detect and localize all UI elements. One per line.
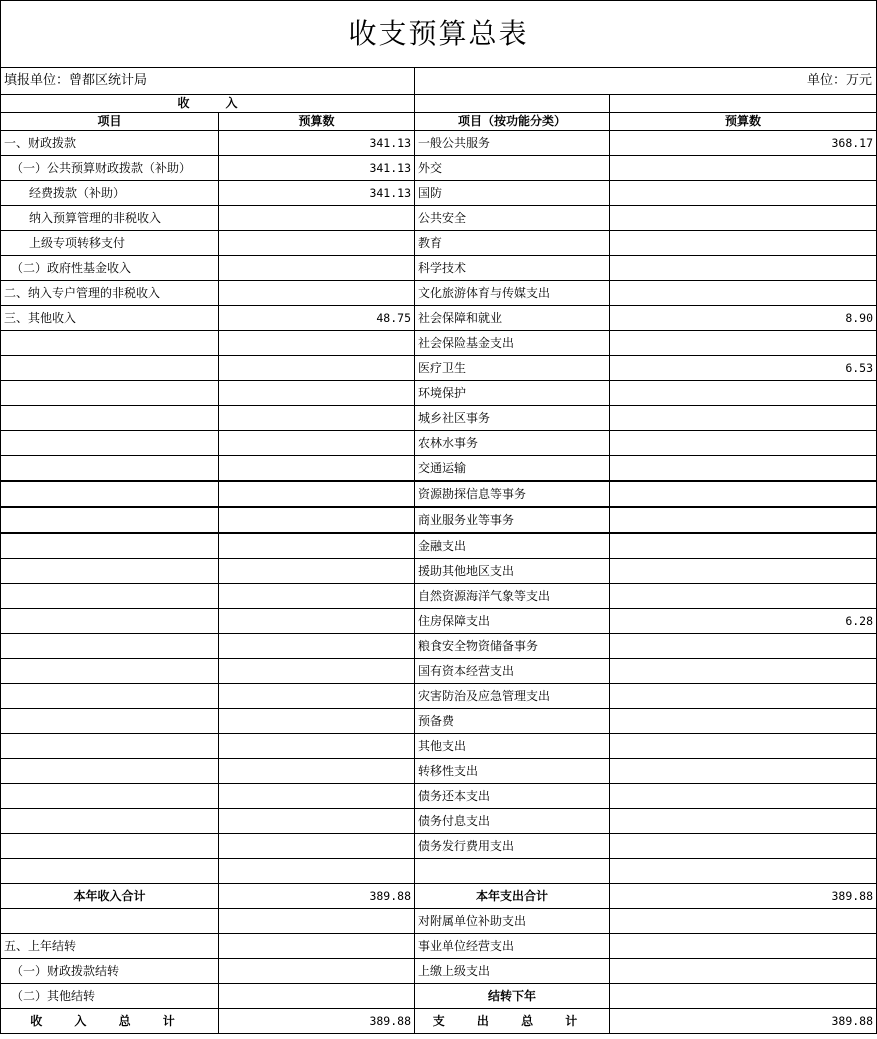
table-row (1, 859, 877, 884)
income-budget-value: 48.75 (219, 306, 415, 331)
table-row (1, 959, 877, 984)
expense-budget-value (610, 533, 877, 559)
expense-budget-value (610, 684, 877, 709)
grand-total-row (1, 1009, 877, 1034)
expense-budget-value (610, 784, 877, 809)
income-budget-value (219, 609, 415, 634)
expense-item (415, 859, 610, 884)
table-row (1, 984, 877, 1009)
expense-item: 结转下年 (415, 984, 610, 1009)
income-budget-value (219, 481, 415, 507)
year-total-row (1, 884, 877, 909)
table-row (1, 381, 877, 406)
income-budget-value (219, 959, 415, 984)
income-item (1, 381, 219, 406)
income-item (1, 609, 219, 634)
expense-budget-value (610, 431, 877, 456)
expense-item: 住房保障支出 (415, 609, 610, 634)
income-item (1, 533, 219, 559)
income-item: 上级专项转移支付 (1, 231, 219, 256)
income-budget-value (219, 934, 415, 959)
income-budget-value (219, 206, 415, 231)
col-header-expense-item: 项目（按功能分类） (415, 113, 610, 131)
expense-item: 农林水事务 (415, 431, 610, 456)
expense-item: 医疗卫生 (415, 356, 610, 381)
table-row (1, 131, 877, 156)
table-row (1, 306, 877, 331)
expense-item: 灾害防治及应急管理支出 (415, 684, 610, 709)
grand-expense-total-label: 支 出 总 计 (415, 1009, 610, 1034)
income-item: （一）财政拨款结转 (1, 959, 219, 984)
income-item: 三、其他收入 (1, 306, 219, 331)
expense-budget-value (610, 934, 877, 959)
income-item: （二）其他结转 (1, 984, 219, 1009)
expense-budget-value (610, 331, 877, 356)
income-item (1, 634, 219, 659)
col-header-income-budget: 预算数 (219, 113, 415, 131)
income-item (1, 734, 219, 759)
expense-budget-value (610, 507, 877, 533)
income-budget-value (219, 709, 415, 734)
expense-item: 预备费 (415, 709, 610, 734)
expense-budget-value (610, 634, 877, 659)
expense-item: 债务发行费用支出 (415, 834, 610, 859)
income-item (1, 481, 219, 507)
year-expense-total-label: 本年支出合计 (415, 884, 610, 909)
reporting-unit: 填报单位：曾都区统计局 (1, 68, 415, 95)
income-budget-value (219, 909, 415, 934)
expense-budget-value: 8.90 (610, 306, 877, 331)
income-budget-value (219, 256, 415, 281)
expense-item: 粮食安全物资储备事务 (415, 634, 610, 659)
table-row (1, 356, 877, 381)
income-item (1, 909, 219, 934)
table-row (1, 634, 877, 659)
expense-item: 科学技术 (415, 256, 610, 281)
income-budget-value (219, 559, 415, 584)
income-item (1, 709, 219, 734)
expense-item: 援助其他地区支出 (415, 559, 610, 584)
grand-expense-total-value: 389.88 (610, 1009, 877, 1034)
table-row (1, 281, 877, 306)
income-budget-value (219, 533, 415, 559)
table-row (1, 181, 877, 206)
page-title: 收支预算总表 (1, 1, 877, 68)
income-budget-value (219, 331, 415, 356)
income-section-header: 收 入 (1, 95, 415, 113)
column-header-row (1, 113, 877, 131)
year-income-total-label: 本年收入合计 (1, 884, 219, 909)
income-item (1, 859, 219, 884)
expense-budget-value (610, 456, 877, 482)
table-row (1, 406, 877, 431)
table-row (1, 231, 877, 256)
table-row (1, 909, 877, 934)
income-budget-value (219, 759, 415, 784)
expense-budget-value (610, 559, 877, 584)
currency-unit: 单位：万元 (415, 68, 877, 95)
income-item: 五、上年结转 (1, 934, 219, 959)
income-item (1, 684, 219, 709)
table-row (1, 609, 877, 634)
expense-budget-value: 368.17 (610, 131, 877, 156)
expense-budget-value (610, 281, 877, 306)
table-row (1, 809, 877, 834)
expense-item: 文化旅游体育与传媒支出 (415, 281, 610, 306)
table-row (1, 331, 877, 356)
col-header-expense-budget: 预算数 (610, 113, 877, 131)
income-budget-value (219, 406, 415, 431)
year-expense-total-value: 389.88 (610, 884, 877, 909)
meta-row (1, 68, 877, 95)
expense-budget-value (610, 984, 877, 1009)
income-budget-value (219, 356, 415, 381)
income-budget-value (219, 634, 415, 659)
expense-item: 其他支出 (415, 734, 610, 759)
expense-budget-value (610, 859, 877, 884)
expense-item: 外交 (415, 156, 610, 181)
expense-budget-value (610, 206, 877, 231)
income-budget-value (219, 684, 415, 709)
table-row (1, 759, 877, 784)
section-header-row (1, 95, 877, 113)
expense-item: 自然资源海洋气象等支出 (415, 584, 610, 609)
income-item (1, 809, 219, 834)
table-row (1, 559, 877, 584)
expense-budget-value (610, 481, 877, 507)
income-item: （一）公共预算财政拨款（补助） (1, 156, 219, 181)
income-item (1, 834, 219, 859)
expense-item: 对附属单位补助支出 (415, 909, 610, 934)
income-item (1, 456, 219, 482)
table-row (1, 507, 877, 533)
expense-item: 社会保险基金支出 (415, 331, 610, 356)
income-item (1, 759, 219, 784)
table-row (1, 156, 877, 181)
income-item: 一、财政拨款 (1, 131, 219, 156)
income-item: 经费拨款（补助） (1, 181, 219, 206)
table-row (1, 734, 877, 759)
income-budget-value (219, 809, 415, 834)
income-budget-value (219, 784, 415, 809)
expense-budget-value (610, 959, 877, 984)
income-item (1, 584, 219, 609)
table-row (1, 533, 877, 559)
income-budget-value (219, 834, 415, 859)
expense-item: 国防 (415, 181, 610, 206)
income-budget-value: 341.13 (219, 156, 415, 181)
income-budget-value (219, 659, 415, 684)
expense-item: 城乡社区事务 (415, 406, 610, 431)
expense-budget-value (610, 231, 877, 256)
table-row (1, 684, 877, 709)
expense-budget-value (610, 181, 877, 206)
expense-item: 交通运输 (415, 456, 610, 482)
expense-budget-value: 6.28 (610, 609, 877, 634)
expense-item: 转移性支出 (415, 759, 610, 784)
expense-budget-value (610, 709, 877, 734)
expense-item: 商业服务业等事务 (415, 507, 610, 533)
expense-item: 债务还本支出 (415, 784, 610, 809)
income-item (1, 559, 219, 584)
expense-item: 国有资本经营支出 (415, 659, 610, 684)
table-row (1, 481, 877, 507)
income-budget-value (219, 859, 415, 884)
income-item (1, 356, 219, 381)
income-budget-value: 341.13 (219, 181, 415, 206)
expense-item: 公共安全 (415, 206, 610, 231)
table-row (1, 206, 877, 231)
table-row (1, 934, 877, 959)
expense-budget-value (610, 734, 877, 759)
expense-item: 教育 (415, 231, 610, 256)
income-budget-value (219, 381, 415, 406)
expense-item: 一般公共服务 (415, 131, 610, 156)
income-item (1, 784, 219, 809)
expense-item: 债务付息支出 (415, 809, 610, 834)
income-item (1, 331, 219, 356)
expense-budget-value (610, 834, 877, 859)
income-budget-value: 341.13 (219, 131, 415, 156)
expense-item: 金融支出 (415, 533, 610, 559)
income-item: （二）政府性基金收入 (1, 256, 219, 281)
expense-budget-value (610, 584, 877, 609)
expense-budget-value (610, 381, 877, 406)
table-row (1, 584, 877, 609)
expense-budget-value (610, 809, 877, 834)
income-item (1, 431, 219, 456)
table-row (1, 784, 877, 809)
expense-budget-value (610, 156, 877, 181)
table-row (1, 431, 877, 456)
income-budget-value (219, 584, 415, 609)
expense-item: 上缴上级支出 (415, 959, 610, 984)
income-item: 纳入预算管理的非税收入 (1, 206, 219, 231)
table-row (1, 709, 877, 734)
expense-item: 环境保护 (415, 381, 610, 406)
table-row (1, 659, 877, 684)
income-item (1, 406, 219, 431)
income-budget-value (219, 231, 415, 256)
income-budget-value (219, 507, 415, 533)
col-header-income-item: 项目 (1, 113, 219, 131)
table-row (1, 456, 877, 482)
grand-income-total-label: 收 入 总 计 (1, 1009, 219, 1034)
grand-income-total-value: 389.88 (219, 1009, 415, 1034)
income-budget-value (219, 281, 415, 306)
expense-budget-value (610, 406, 877, 431)
income-budget-value (219, 984, 415, 1009)
table-row (1, 834, 877, 859)
expense-section-header-blank-2 (610, 95, 877, 113)
income-budget-value (219, 456, 415, 482)
income-item (1, 507, 219, 533)
table-body (1, 1, 877, 1034)
expense-budget-value (610, 909, 877, 934)
income-item (1, 659, 219, 684)
income-item: 二、纳入专户管理的非税收入 (1, 281, 219, 306)
expense-item: 事业单位经营支出 (415, 934, 610, 959)
table-row (1, 256, 877, 281)
expense-item: 资源勘探信息等事务 (415, 481, 610, 507)
expense-budget-value: 6.53 (610, 356, 877, 381)
year-income-total-value: 389.88 (219, 884, 415, 909)
expense-budget-value (610, 659, 877, 684)
income-budget-value (219, 734, 415, 759)
income-budget-value (219, 431, 415, 456)
expense-section-header-blank (415, 95, 610, 113)
expense-budget-value (610, 759, 877, 784)
expense-item: 社会保障和就业 (415, 306, 610, 331)
title-row (1, 1, 877, 68)
expense-budget-value (610, 256, 877, 281)
